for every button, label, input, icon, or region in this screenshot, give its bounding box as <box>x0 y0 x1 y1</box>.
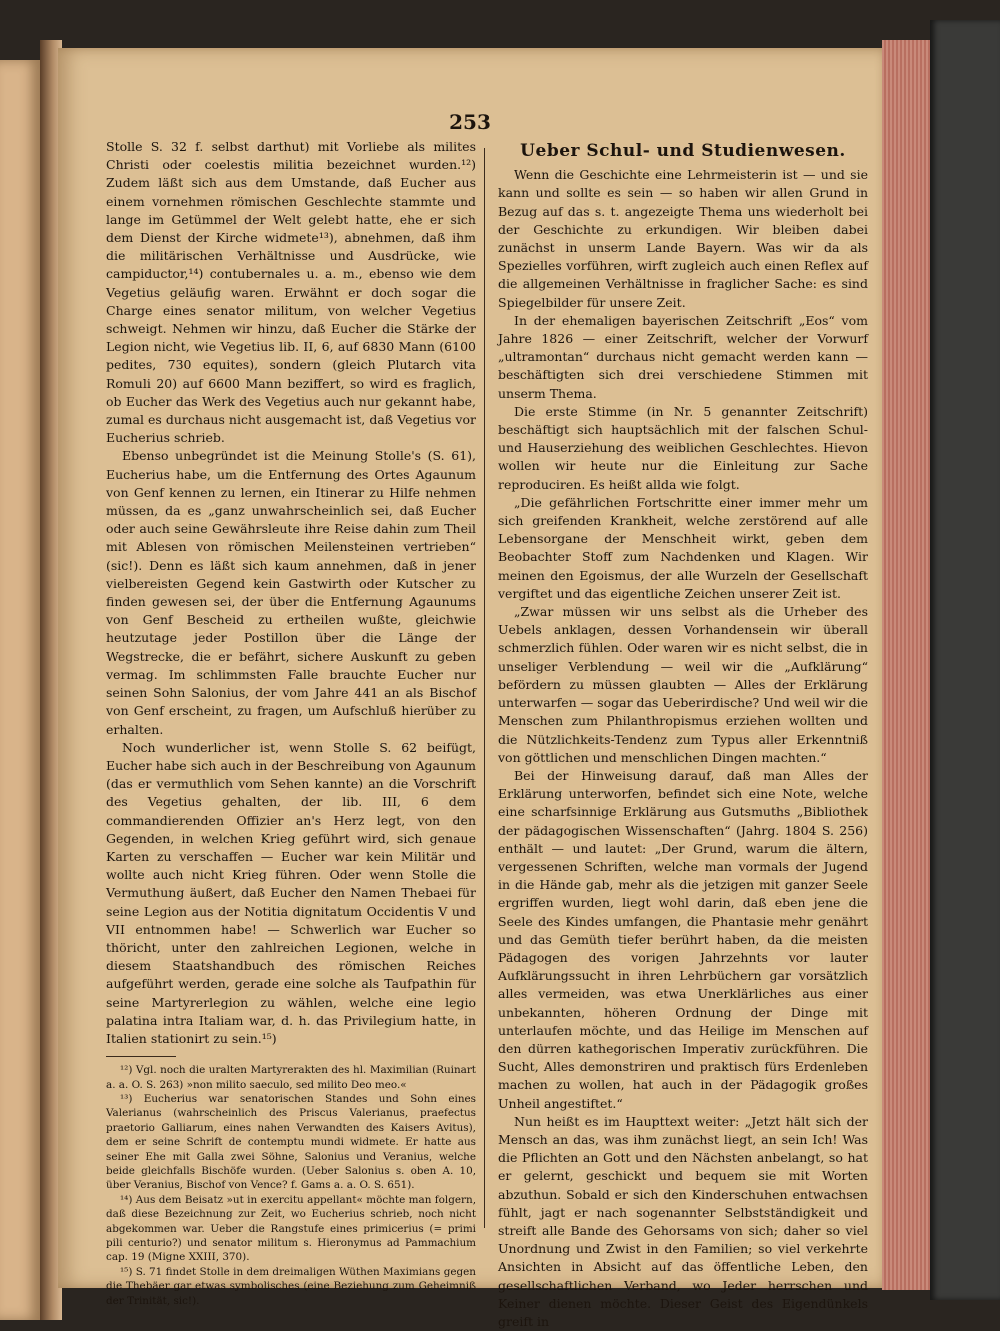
right-paragraph: Wenn die Geschichte eine Lehrmeisterin ist — und sie kann und sollte es sein — so haben wir allen Grund in Bezug auf das s. t. angezeigte Thema uns wiederholt bei der Geschichte zu erkundigen. Wir bleiben dabei zunächst in unserm Lande Bayern. Was wir da als Spezielles vorführen, wirft zugleich auch einen Reflex auf die allgemeinen Verhältnisse in fraglicher Sache: es sind Spiegelbilder für unsere Zeit. <box>498 167 868 310</box>
left-column <box>106 138 476 1308</box>
left-paragraph: Stolle S. 32 f. selbst darthut) mit Vorliebe als milites Christi oder coelestis militia bezeichnet wurden.¹²) Zudem läßt sich aus dem Umstande, daß Eucher aus einem vornehmen römischen Geschlechte stammte und lange im Getümmel der Welt gelebt hatte, ehe er sich dem Dienst der Kirche widmete¹³), abnehmen, daß ihm die militärischen Verhältnisse und Ausdrücke, wie campiductor,¹⁴) contubernales u. a. m., ebenso wie dem Vegetius geläufig waren. Erwähnt er doch sogar die Charge eines senator militum, von welcher Vegetius schweigt. Nehmen wir hinzu, daß Eucher die Stärke der Legion nicht, wie Vegetius lib. II, 6, auf 6830 Mann (6100 pedites, 730 equites), sondern (gleich Plutarch vita Romuli 20) auf 6600 Mann beziffert, so wird es fraglich, ob Eucher das Werk des Vegetius auch nur gekannt habe, zumal es durchaus nicht ausgemacht ist, daß Vegetius vor Eucherius schrieb. <box>106 139 476 446</box>
left-paragraph: Noch wunderlicher ist, wenn Stolle S. 62 beifügt, Eucher habe sich auch in der Beschreibung von Agaunum (das er vermuthlich vom Sehen kannte) an die Vorschrift des Vegetius gehalten, der lib. III, 6 dem commandierenden Offizier an's Herz legt, von den Gegenden, in welchen Krieg geführt wird, sich genaue Karten zu verschaffen — Eucher war kein Militär und wollte auch nicht Krieg führen. Oder wenn Stolle die Vermuthung äußert, daß Eucher den Namen Thebaei für seine Legion aus der Notitia dignitatum Occidentis V und VII entnommen habe! — Schwerlich war Eucher so thöricht, unter den zahlreichen Legionen, welche in diesem Staatshandbuch des römischen Reiches aufgeführt werden, gerade eine solche als Taufpathin für seine Martyrerlegion zu wählen, welche eine legio palatina intra Italiam war, d. h. das Privilegium hatte, in Italien stationirt zu sein.¹⁵) <box>106 739 476 1046</box>
right-paragraph: Nun heißt es im Haupttext weiter: „Jetzt hält sich der Mensch an das, was ihm zunächst liegt, an sein Ich! Was die Pflichten an Gott und den Nächsten anbelangt, so hat er gelernt, geschickt und bequem sie mit Worten abzuthun. Sobald er sich den Kinderschuhen entwachsen fühlt, jagt er nach sogenannter Selbstständigkeit und streift alle Bande des Gehorsams von sich; daher so viel Unordnung und Zwist in den Familien; so viel verkehrte Ansichten in Absicht auf das öffentliche Leben, den gesellschaftlichen Verband, wo Jeder herrschen und Keiner dienen möchte. Dieser Geist des Eigendünkels greift in <box>498 1113 868 1329</box>
right-paragraph: In der ehemaligen bayerischen Zeitschrift „Eos“ vom Jahre 1826 — einer Zeitschrift, welcher der Vorwurf „ultramontan“ durchaus nicht gemacht werden kann — beschäftigten sich drei verschiedene Stimmen mit unserm Thema. <box>498 312 868 401</box>
book-cover <box>930 20 1000 1300</box>
footnote-separator <box>106 1056 176 1057</box>
right-paragraph: Bei der Hinweisung darauf, daß man Alles der Erklärung unterworfen, befindet sich eine Note, welche eine scharfsinnige Erklärung aus Gutsmuths „Bibliothek der pädagogischen Wissenschaften“ (Jahrg. 1804 S. 256) enthält — und lautet: „Der Grund, warum die ältern, vergessenen Schriften, welche man vormals der Jugend in die Hände gab, mehr als die jetzigen mit ganzer Seele ergriffen wurden, liegt wohl darin, daß eben jene die Seele des Kindes umfangen, die Phantasie mehr genährt und das Gemüth tiefer berührt haben, da die meisten Pädagogen des vorigen Jahrzehnts vor lauter Aufklärungssucht in ihren Lehrbüchern gar vorsätzlich alles vermeiden, was etwa Unerklärliches aus einer unbekannten, höheren Ordnung der Dinge mit unterlaufen möchte, und das Heilige im Menschen auf den dürren kathegorischen Imperativ zurückführen. Die Sucht, Alles demonstriren und praktisch fürs Erdenleben machen zu wollen, hat auch in der Pädagogik großes Unheil angestiftet.“ <box>498 767 868 1111</box>
right-column <box>498 138 868 1331</box>
right-paragraph: „Zwar müssen wir uns selbst als die Urheber des Uebels anklagen, dessen Vorhandensein wir überall schmerzlich fühlen. Oder waren wir es nicht selbst, die in unseliger Verblendung — weil wir die „Aufklärung“ befördern zu müssen glaubten — Alles der Erklärung unterwarfen — sogar das Ueberirdische? Und weil wir die Menschen zum Philanthropismus erziehen wollten und die Nützlichkeits-Tendenz zum Typus aller Erkenntniß von göttlichen und menschlichen Dingen machten.“ <box>498 604 868 765</box>
footnote: ¹⁵) S. 71 findet Stolle in dem dreimaligen Wüthen Maximians gegen die Thebäer gar etwas symbolisches (eine Beziehung zum Geheimniß der Trinität, sic!). <box>106 1265 476 1307</box>
page-block-edge <box>882 40 936 1290</box>
footnote: ¹³) Eucherius war senatorischen Standes und Sohn eines Valerianus (wahrscheinlich des Priscus Valerianus, praefectus praetorio Galliarum, eines nahen Verwandten des Kaisers Avitus), dem er seine Schrift de contemptu mundi widmete. Er hatte aus seiner Ehe mit Galla zwei Söhne, Salonius und Veranius, welche beide gleichfalls Bischöfe wurden. (Ueber Salonius s. oben A. 10, über Veranius, Bischof von Vence? f. Gams a. a. O. S. 651). <box>106 1092 476 1192</box>
left-paragraph: Ebenso unbegründet ist die Meinung Stolle's (S. 61), Eucherius habe, um die Entfernung des Ortes Agaunum von Genf kennen zu lernen, ein Itinerar zu Hilfe nehmen müssen, da es „ganz unwahrscheinlich sei, daß Eucher oder auch seine Gewährsleute ihre Reise dahin zum Theil mit Ablesen von römischen Meilensteinen vertrieben“ (sic!). Denn es läßt sich kaum annehmen, daß in jener vielbereisten Gegend kein Gastwirth oder Kutscher zu finden gewesen sei, der über die Entfernung Agaunums von Genf Bescheid zu ertheilen wußte, gleichwie heutzutage jeder Postillon über die Länge der Wegstrecke, die er befährt, sichere Auskunft zu geben vermag. Im schlimmsten Falle brauchte Eucher nur seinen Sohn Salonius, der vom Jahre 441 an als Bischof von Genf erscheint, zu fragen, um Aufschluß hierüber zu erhalten. <box>106 448 476 737</box>
page-number: 253 <box>449 110 491 134</box>
footnote: ¹²) Vgl. noch die uralten Martyrerakten des hl. Maximilian (Ruinart a. a. O. S. 263) »non milito saeculo, sed milito Deo meo.« <box>106 1064 476 1091</box>
right-paragraph: Die erste Stimme (in Nr. 5 genannter Zeitschrift) beschäftigt sich hauptsächlich mit der falschen Schul- und Hauserziehung des weiblichen Geschlechtes. Hievon wollen wir heute nur die Einleitung zur Sache reproduciren. Es heißt allda wie folgt. <box>498 403 868 492</box>
footnote: ¹⁴) Aus dem Beisatz »ut in exercitu appellant« möchte man folgern, daß diese Bezeichnung zur Zeit, wo Eucherius schrieb, noch nicht abgekommen war. Ueber die Rangstufe eines primicerius (= primi pili centurio?) und senator militum s. Hieronymus ad Pammachium cap. 19 (Migne XXIII, 370). <box>106 1193 476 1264</box>
column-rule <box>484 148 485 1228</box>
right-paragraph: „Die gefährlichen Fortschritte einer immer mehr um sich greifenden Krankheit, welche zerstörend auf alle Lebensorgane der Menschheit wirkt, geben dem Beobachter Stoff zum Nachdenken und Klagen. Wir meinen den Egoismus, der alle Wurzeln der Gesellschaft vergiftet und das eigentliche Zeichen unserer Zeit ist. <box>498 494 868 601</box>
article-heading: Ueber Schul- und Studienwesen. <box>520 141 846 161</box>
